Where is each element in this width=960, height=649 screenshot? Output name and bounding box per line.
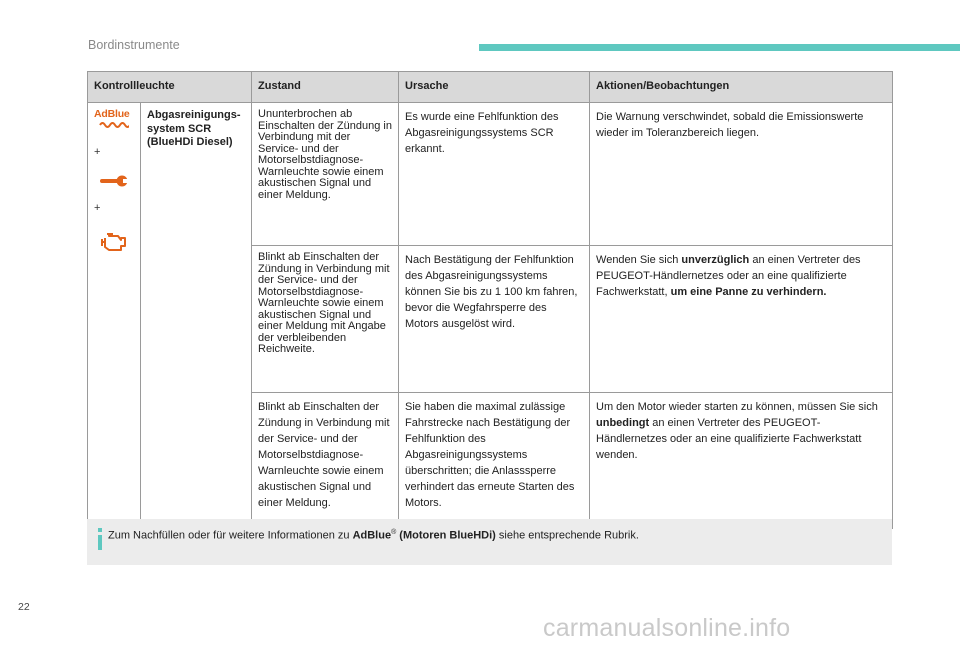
aktion-text: Wenden Sie sich [596, 254, 682, 266]
info-icon [93, 528, 107, 550]
adblue-logo: AdBlue [94, 108, 130, 120]
aktion-emphasis: um eine Panne zu verhindern. [670, 286, 827, 298]
watermark: carmanualsonline.info [543, 614, 791, 642]
section-title: Bordinstrumente [88, 38, 180, 52]
info-text-part: siehe entsprechende Rubrik. [495, 529, 639, 542]
zustand-cell: Blinkt ab Einschalten der Zündung in Verbindung mit der Service- und der Motorselbstdiagnose-Warnleuchte sowie einem akustischen Signal und einer Meldung. [252, 393, 399, 529]
aktion-emphasis: unbedingt [596, 417, 650, 429]
header-accent-bar [479, 44, 960, 51]
warning-name: Abgasreinigungs-system SCR (BlueHDi Diesel) [147, 109, 241, 148]
aktion-cell [590, 246, 893, 393]
table-row [88, 103, 893, 246]
aktion-cell [590, 393, 893, 529]
warning-name-cell [141, 103, 252, 529]
aktion-text: an einen Vertreter des PEUGEOT-Händlernetzes oder an eine qualifizierte Fachwerkstatt wenden. [596, 417, 862, 461]
info-text-part: Zum Nachfüllen oder für weitere Informationen zu [108, 529, 353, 542]
header-ursache: Ursache [399, 72, 590, 103]
registered-mark: ® [391, 529, 397, 536]
info-box [87, 519, 892, 565]
icons-cell [88, 103, 141, 529]
header-kontrollleuchte: Kontrollleuchte [88, 72, 252, 103]
info-adblue: AdBlue [352, 529, 392, 542]
zustand-cell: Ununterbrochen ab Einschalten der Zündung in Verbindung mit der Service- und der Motorselbstdiagnose-Warnleuchte sowie einem akustischen Signal und einer Meldung. [252, 103, 399, 246]
engine-check-icon [94, 230, 134, 252]
info-text [108, 529, 639, 542]
aktion-cell: Die Warnung verschwindet, sobald die Emissionswerte wieder im Toleranzbereich liegen. [590, 103, 893, 246]
page-number: 22 [18, 601, 30, 613]
table-header-row [88, 72, 893, 103]
ursache-cell: Es wurde eine Fehlfunktion des Abgasreinigungssystems SCR erkannt. [399, 103, 590, 246]
service-wrench-icon [94, 174, 134, 188]
ursache-cell: Nach Bestätigung der Fehlfunktion des Abgasreinigungssystems können Sie bis zu 1 100 km fahren, bevor die Wegfahrsperre des Motors ausgelöst wird. [399, 246, 590, 393]
aktion-text: Um den Motor wieder starten zu können, müssen Sie sich [596, 401, 878, 413]
header-aktionen: Aktionen/Beobachtungen [590, 72, 893, 103]
adblue-waves-icon [94, 120, 134, 128]
zustand-cell: Blinkt ab Einschalten der Zündung in Verbindung mit der Service- und der Motorselbstdiagnose-Warnleuchte sowie einem akustischen Signal und einer Meldung mit Angabe der verbleibenden Reichweite. [252, 246, 399, 393]
ursache-cell: Sie haben die maximal zulässige Fahrstrecke nach Bestätigung der Fehlfunktion des Abgasreinigungssystems überschritten; die Anlasssperre verhindert das erneute Starten des Motors. [399, 393, 590, 529]
aktion-emphasis: unverzüglich [681, 254, 750, 266]
info-engines: (Motoren BlueHDi) [396, 529, 496, 542]
plus-sign: + [94, 202, 101, 214]
header-zustand: Zustand [252, 72, 399, 103]
plus-sign: + [94, 146, 101, 158]
warning-light-table [87, 71, 893, 529]
aktion-text: an einen Vertreter des PEUGEOT-Händlernetzes oder an eine qualifizierte Fachwerkstatt, [596, 254, 861, 298]
